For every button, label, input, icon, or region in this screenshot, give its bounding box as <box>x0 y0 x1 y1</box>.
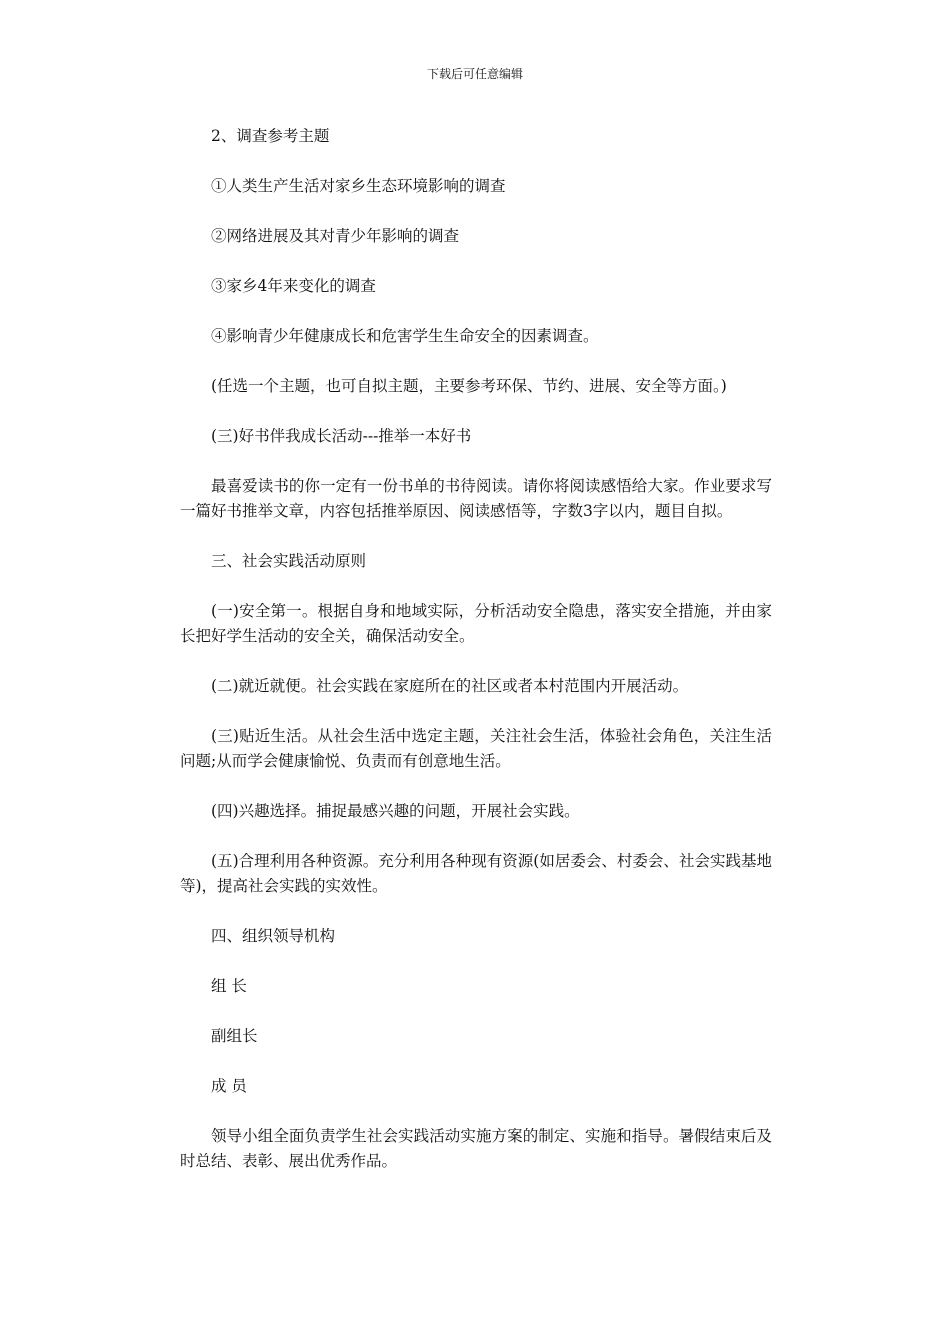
paragraph-members: 成 员 <box>211 1077 247 1095</box>
paragraph-principle-4: (四)兴趣选择。捕捉最感兴趣的问题，开展社会实践。 <box>211 802 580 820</box>
paragraph-principles-heading: 三、社会实践活动原则 <box>211 552 367 570</box>
paragraph-leader: 组 长 <box>211 977 247 995</box>
paragraph-book-activity-desc: 最喜爱读书的你一定有一份书单的书待阅读。请你将阅读感悟给大家。作业要求写一篇好书推举文章，内容包括推举原因、阅读感悟等，字数3字以内，题目自拟。 <box>180 477 772 520</box>
paragraph-survey-topics-heading: 2、调查参考主题 <box>211 127 330 145</box>
paragraph-book-activity-heading: (三)好书伴我成长活动---推举一本好书 <box>211 427 472 445</box>
paragraph-organization-heading: 四、组织领导机构 <box>211 927 336 945</box>
paragraph-principle-2: (二)就近就便。社会实践在家庭所在的社区或者本村范围内开展活动。 <box>211 677 689 695</box>
page-header-note: 下载后可任意编辑 <box>426 67 523 81</box>
paragraph-deputy-leader: 副组长 <box>211 1027 258 1045</box>
document-body <box>180 124 772 1199</box>
paragraph-topic-3: ③家乡4年来变化的调查 <box>211 277 376 295</box>
paragraph-topic-note: (任选一个主题，也可自拟主题，主要参考环保、节约、进展、安全等方面。) <box>211 377 727 395</box>
paragraph-principle-3: (三)贴近生活。从社会生活中选定主题，关注社会生活，体验社会角色，关注生活问题;从而学会健康愉悦、负责而有创意地生活。 <box>180 727 772 770</box>
paragraph-leadership-duty: 领导小组全面负责学生社会实践活动实施方案的制定、实施和指导。暑假结束后及时总结、表彰、展出优秀作品。 <box>180 1127 772 1170</box>
paragraph-topic-2: ②网络进展及其对青少年影响的调查 <box>211 227 460 245</box>
paragraph-principle-1: (一)安全第一。根据自身和地域实际，分析活动安全隐患，落实安全措施，并由家长把好学生活动的安全关，确保活动安全。 <box>180 602 772 645</box>
paragraph-principle-5: (五)合理利用各种资源。充分利用各种现有资源(如居委会、村委会、社会实践基地等)，提高社会实践的实效性。 <box>180 852 772 895</box>
paragraph-topic-1: ①人类生产生活对家乡生态环境影响的调查 <box>211 177 506 195</box>
paragraph-topic-4: ④影响青少年健康成长和危害学生生命安全的因素调查。 <box>211 327 599 345</box>
